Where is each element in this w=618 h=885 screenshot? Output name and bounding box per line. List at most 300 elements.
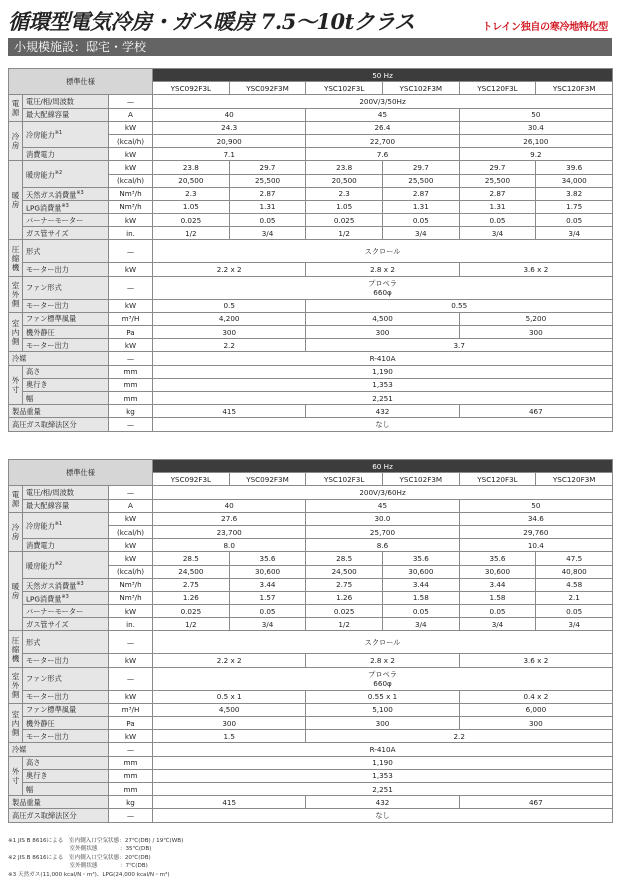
table-row: [9, 378, 613, 391]
value-cell: 30,600: [383, 565, 460, 578]
table-row: [9, 339, 613, 352]
model-header: YSC120F3L: [459, 473, 536, 486]
value-cell: 3/4: [229, 618, 306, 631]
category-char: 外: [11, 375, 20, 385]
value-cell: 1.05: [306, 200, 383, 213]
table-cell: kW: [109, 148, 153, 161]
value-cell: 0.025: [153, 214, 230, 227]
value-cell: 3/4: [229, 227, 306, 240]
table-cell: 幅: [23, 391, 109, 404]
value-cell: 9.2: [459, 148, 612, 161]
value-cell: 0.5 x 1: [153, 690, 306, 703]
value-cell: 1,353: [153, 378, 613, 391]
category-char: 外: [11, 680, 20, 690]
row-label: 天然ガス消費量: [26, 580, 77, 590]
category-cell: [9, 631, 23, 667]
value-cell: 1.26: [153, 591, 230, 604]
table-row: [9, 276, 613, 299]
table-row: [9, 552, 613, 565]
value-cell: 3.6 x 2: [459, 263, 612, 276]
table-row: [9, 730, 613, 743]
table-cell: kW: [109, 730, 153, 743]
footnotes: [8, 837, 608, 879]
table-row: [9, 703, 613, 716]
item-cell: [23, 552, 109, 578]
table-row: [9, 796, 613, 809]
value-cell: 3.6 x 2: [459, 654, 612, 667]
category-char: 源: [11, 499, 20, 509]
model-header: YSC102F3L: [306, 473, 383, 486]
value-cell: 30,600: [229, 565, 306, 578]
table-cell: 高さ: [23, 365, 109, 378]
value-cell: なし: [153, 809, 613, 822]
table-cell: 製品重量: [9, 405, 109, 418]
value-cell: 0.55: [306, 299, 613, 312]
value-cell: 3.7: [306, 339, 613, 352]
table-cell: ガス管サイズ: [23, 227, 109, 240]
category-char: 外: [11, 766, 20, 776]
table-row: [9, 591, 613, 604]
value-cell: 30.0: [306, 512, 459, 525]
row-label: LPG消費量: [26, 594, 62, 604]
value-cell: 3.82: [536, 187, 613, 200]
value-cell: 39.6: [536, 161, 613, 174]
table-cell: mm: [109, 782, 153, 795]
table-row: [9, 148, 613, 161]
table-row: [9, 418, 613, 431]
table-row: [9, 631, 613, 654]
value-cell: 1.31: [459, 200, 536, 213]
value-cell: 3.44: [229, 578, 306, 591]
value-cell: [153, 667, 613, 690]
value-cell: 26,100: [459, 134, 612, 147]
value-cell: 0.05: [459, 605, 536, 618]
category-char: 圧: [11, 635, 20, 645]
table-cell: kW: [109, 539, 153, 552]
value-cell: 1.31: [383, 200, 460, 213]
value-cell: 22,700: [306, 134, 459, 147]
table-cell: モーター出力: [23, 690, 109, 703]
table-cell: Pa: [109, 717, 153, 730]
value-cell: 24,500: [153, 565, 230, 578]
table-row: [9, 352, 613, 365]
table-row: [9, 187, 613, 200]
table-cell: kW: [109, 121, 153, 134]
table-cell: (kcal/h): [109, 174, 153, 187]
table-row: [9, 654, 613, 667]
table-cell: 高圧ガス取締法区分: [9, 418, 109, 431]
category-cell: [9, 703, 23, 743]
table-cell: —: [109, 809, 153, 822]
value-cell: 0.025: [153, 605, 230, 618]
item-cell: [23, 512, 109, 538]
row-label: LPG消費量: [26, 203, 62, 213]
value-cell: 1.26: [306, 591, 383, 604]
table-cell: Nm³/h: [109, 591, 153, 604]
table-row: [9, 312, 613, 325]
page-title: 循環型電気冷房・ガス暖房 7.5〜10tクラス: [8, 9, 415, 34]
value-cell: 0.05: [383, 214, 460, 227]
value-cell: 3/4: [459, 618, 536, 631]
table-cell: in.: [109, 618, 153, 631]
table-cell: 奥行き: [23, 769, 109, 782]
footnote: 室外側状態 ：35℃(DB): [8, 846, 152, 853]
category-char: 房: [11, 591, 20, 601]
table-cell: 消費電力: [23, 539, 109, 552]
value-cell: 467: [459, 405, 612, 418]
value-cell: 1/2: [153, 227, 230, 240]
value-cell: 467: [459, 796, 612, 809]
table-row: [9, 460, 613, 473]
table-cell: (kcal/h): [109, 525, 153, 538]
value-cell: 47.5: [536, 552, 613, 565]
table-cell: mm: [109, 378, 153, 391]
value-cell: 2.3: [153, 187, 230, 200]
category-cell: [9, 512, 23, 552]
value-cell: 300: [306, 326, 459, 339]
footnote-mark: ※3: [61, 593, 69, 600]
value-cell: 25,700: [306, 525, 459, 538]
value-cell: 0.05: [383, 605, 460, 618]
category-char: 機: [11, 262, 20, 272]
value-cell: 2.2 x 2: [153, 654, 306, 667]
footnote-mark: ※1: [54, 521, 63, 528]
value-cell: 25,500: [229, 174, 306, 187]
category-char: 外: [11, 289, 20, 299]
table-cell: 幅: [23, 782, 109, 795]
table-cell: kW: [109, 299, 153, 312]
value-cell: 20,500: [306, 174, 383, 187]
spec-table-60hz: [8, 459, 613, 823]
table-cell: 奥行き: [23, 378, 109, 391]
footnote: ※2 JIS B 8616による 室内側入口空気状態：20℃(DB): [8, 854, 151, 861]
footnote-mark: ※1: [54, 130, 63, 137]
row-label: 天然ガス消費量: [26, 189, 77, 199]
category-char: 冷: [11, 132, 20, 142]
table-cell: (kcal/h): [109, 134, 153, 147]
value-cell: 3.44: [459, 578, 536, 591]
table-cell: kW: [109, 263, 153, 276]
value-cell: R-410A: [153, 743, 613, 756]
table-cell: —: [109, 95, 153, 108]
table-cell: 冷媒: [9, 352, 109, 365]
category-cell: [9, 95, 23, 121]
table-cell: 高さ: [23, 756, 109, 769]
value-cell: 0.4 x 2: [459, 690, 612, 703]
table-cell: 製品重量: [9, 796, 109, 809]
table-row: [9, 605, 613, 618]
table-cell: kW: [109, 512, 153, 525]
value-cell: 8.6: [306, 539, 459, 552]
category-char: 縮: [11, 253, 20, 263]
table-row: [9, 391, 613, 404]
value-cell: 34.6: [459, 512, 612, 525]
value-cell: 1.05: [153, 200, 230, 213]
category-char: 側: [11, 727, 20, 737]
category-char: 暖: [11, 191, 20, 201]
model-header: YSC092F3L: [153, 473, 230, 486]
table-cell: ファン標準風量: [23, 312, 109, 325]
table-row: [9, 618, 613, 631]
table-cell: —: [109, 486, 153, 499]
value-cell: 3.44: [383, 578, 460, 591]
value-cell: 29.7: [229, 161, 306, 174]
model-header: YSC120F3M: [536, 473, 613, 486]
value-cell: なし: [153, 418, 613, 431]
category-char: 機: [11, 653, 20, 663]
value-cell: 29.7: [459, 161, 536, 174]
value-cell: 6,000: [459, 703, 612, 716]
category-cell: [9, 161, 23, 240]
value-cell: 24,500: [306, 565, 383, 578]
value-cell: 8.0: [153, 539, 306, 552]
value-cell: 23.8: [306, 161, 383, 174]
table-cell: モーター出力: [23, 263, 109, 276]
value-cell: 3/4: [383, 227, 460, 240]
footnote: 室外側状態 ：7℃(DB): [8, 863, 148, 870]
item-cell: [23, 591, 109, 604]
value-cell: 50: [459, 108, 612, 121]
value-cell: 2.8 x 2: [306, 654, 459, 667]
table-cell: 形式: [23, 240, 109, 263]
value-cell: 35.6: [383, 552, 460, 565]
value-cell: 432: [306, 796, 459, 809]
value-cell: 45: [306, 108, 459, 121]
value-cell: 10.4: [459, 539, 612, 552]
value-cell: 4,200: [153, 312, 306, 325]
table-row: [9, 263, 613, 276]
value-cell: 27.6: [153, 512, 306, 525]
table-row: [9, 512, 613, 525]
value-cell: 25,500: [383, 174, 460, 187]
table-cell: in.: [109, 227, 153, 240]
table-cell: —: [109, 743, 153, 756]
category-char: 側: [11, 298, 20, 308]
row-label: 暖房能力: [26, 170, 55, 180]
value-cell: 29.7: [383, 161, 460, 174]
category-cell: [9, 667, 23, 703]
table-row: [9, 69, 613, 82]
value-cell: 1,353: [153, 769, 613, 782]
cell-line: 660φ: [373, 678, 392, 688]
value-cell: 300: [459, 717, 612, 730]
value-cell: 200V/3/60Hz: [153, 486, 613, 499]
value-cell: 34,000: [536, 174, 613, 187]
value-cell: スクロール: [153, 631, 613, 654]
value-cell: 2,251: [153, 391, 613, 404]
table-row: [9, 405, 613, 418]
spec-label-cell: 標準仕様: [9, 460, 153, 486]
table-row: [9, 227, 613, 240]
value-cell: 2.2 x 2: [153, 263, 306, 276]
value-cell: 2.1: [536, 591, 613, 604]
value-cell: 300: [459, 326, 612, 339]
value-cell: 2.2: [306, 730, 613, 743]
table-row: [9, 690, 613, 703]
table-cell: 機外静圧: [23, 326, 109, 339]
value-cell: 28.5: [306, 552, 383, 565]
value-cell: 432: [306, 405, 459, 418]
value-cell: 2,251: [153, 782, 613, 795]
value-cell: 2.87: [459, 187, 536, 200]
table-cell: kW: [109, 161, 153, 174]
table-row: [9, 326, 613, 339]
model-header: YSC120F3M: [536, 82, 613, 95]
value-cell: R-410A: [153, 352, 613, 365]
value-cell: 50: [459, 499, 612, 512]
value-cell: 1,190: [153, 756, 613, 769]
value-cell: 300: [306, 717, 459, 730]
model-header: YSC120F3L: [459, 82, 536, 95]
table-cell: kW: [109, 339, 153, 352]
table-cell: kW: [109, 654, 153, 667]
table-row: [9, 108, 613, 121]
category-char: 内: [11, 327, 20, 337]
value-cell: 45: [306, 499, 459, 512]
table-cell: (kcal/h): [109, 565, 153, 578]
value-cell: 26.4: [306, 121, 459, 134]
value-cell: 1,190: [153, 365, 613, 378]
value-cell: 2.87: [229, 187, 306, 200]
model-header: YSC092F3L: [153, 82, 230, 95]
value-cell: 0.025: [306, 214, 383, 227]
table-row: [9, 743, 613, 756]
value-cell: 1/2: [306, 227, 383, 240]
value-cell: 300: [153, 326, 306, 339]
category-char: 冷: [11, 523, 20, 533]
frequency-header: 50 Hz: [153, 69, 613, 82]
value-cell: 0.025: [306, 605, 383, 618]
value-cell: 1.58: [459, 591, 536, 604]
value-cell: 2.75: [153, 578, 230, 591]
table-cell: —: [109, 352, 153, 365]
item-cell: [23, 187, 109, 200]
category-char: 室: [11, 280, 20, 290]
value-cell: 3/4: [383, 618, 460, 631]
value-cell: 35.6: [459, 552, 536, 565]
category-cell: [9, 121, 23, 161]
table-row: [9, 365, 613, 378]
item-cell: [23, 161, 109, 187]
value-cell: 200V/3/50Hz: [153, 95, 613, 108]
value-cell: 1.58: [383, 591, 460, 604]
value-cell: 30,600: [459, 565, 536, 578]
value-cell: 1.75: [536, 200, 613, 213]
table-row: [9, 299, 613, 312]
category-char: 側: [11, 336, 20, 346]
value-cell: 23,700: [153, 525, 306, 538]
model-header: YSC102F3M: [383, 473, 460, 486]
table-cell: 機外静圧: [23, 717, 109, 730]
row-label: 冷房能力: [26, 130, 55, 140]
table-row: [9, 769, 613, 782]
value-cell: 4,500: [153, 703, 306, 716]
cell-line: 660φ: [373, 287, 392, 297]
table-cell: モーター出力: [23, 730, 109, 743]
value-cell: 5,100: [306, 703, 459, 716]
row-label: 暖房能力: [26, 561, 55, 571]
table-cell: Nm³/h: [109, 578, 153, 591]
value-cell: 5,200: [459, 312, 612, 325]
table-cell: A: [109, 108, 153, 121]
table-cell: 高圧ガス取締法区分: [9, 809, 109, 822]
value-cell: 0.5: [153, 299, 306, 312]
table-cell: Pa: [109, 326, 153, 339]
table-cell: —: [109, 418, 153, 431]
subtitle-bar: 小規模施設：邸宅・学校: [8, 38, 612, 56]
table-cell: kW: [109, 552, 153, 565]
table-cell: 電圧/相/周波数: [23, 95, 109, 108]
table-cell: mm: [109, 756, 153, 769]
table-row: [9, 539, 613, 552]
table-row: [9, 240, 613, 263]
table-cell: m³/H: [109, 312, 153, 325]
cell-line: プロペラ: [368, 669, 397, 679]
table-row: [9, 95, 613, 108]
table-cell: —: [109, 631, 153, 654]
value-cell: 0.05: [229, 605, 306, 618]
table-cell: 最大配線容量: [23, 108, 109, 121]
value-cell: スクロール: [153, 240, 613, 263]
table-cell: mm: [109, 391, 153, 404]
table-cell: 形式: [23, 631, 109, 654]
category-char: 室: [11, 709, 20, 719]
table-cell: kW: [109, 605, 153, 618]
value-cell: 20,900: [153, 134, 306, 147]
footnote-mark: ※3: [76, 580, 84, 587]
category-char: 室: [11, 318, 20, 328]
table-row: [9, 717, 613, 730]
value-cell: 23.8: [153, 161, 230, 174]
model-header: YSC102F3L: [306, 82, 383, 95]
table-cell: kW: [109, 214, 153, 227]
category-char: 暖: [11, 582, 20, 592]
item-cell: [23, 121, 109, 147]
value-cell: 3/4: [536, 618, 613, 631]
value-cell: 0.05: [459, 214, 536, 227]
table-row: [9, 200, 613, 213]
value-cell: 1/2: [153, 618, 230, 631]
value-cell: 2.2: [153, 339, 306, 352]
value-cell: 1.57: [229, 591, 306, 604]
table-row: [9, 161, 613, 174]
table-cell: —: [109, 276, 153, 299]
category-char: 室: [11, 671, 20, 681]
table-row: [9, 782, 613, 795]
table-row: [9, 667, 613, 690]
table-cell: mm: [109, 769, 153, 782]
table-row: [9, 756, 613, 769]
value-cell: 415: [153, 405, 306, 418]
category-char: 寸: [11, 384, 20, 394]
table-cell: ガス管サイズ: [23, 618, 109, 631]
category-char: 房: [11, 141, 20, 151]
value-cell: 40: [153, 108, 306, 121]
value-cell: [153, 276, 613, 299]
table-cell: バーナーモーター: [23, 605, 109, 618]
value-cell: 1/2: [306, 618, 383, 631]
table-cell: ファン形式: [23, 276, 109, 299]
table-cell: kW: [109, 690, 153, 703]
value-cell: 2.8 x 2: [306, 263, 459, 276]
table-cell: バーナーモーター: [23, 214, 109, 227]
category-char: 電: [11, 99, 20, 109]
value-cell: 7.6: [306, 148, 459, 161]
value-cell: 40: [153, 499, 306, 512]
value-cell: 0.05: [536, 605, 613, 618]
table-cell: mm: [109, 365, 153, 378]
table-cell: m³/H: [109, 703, 153, 716]
